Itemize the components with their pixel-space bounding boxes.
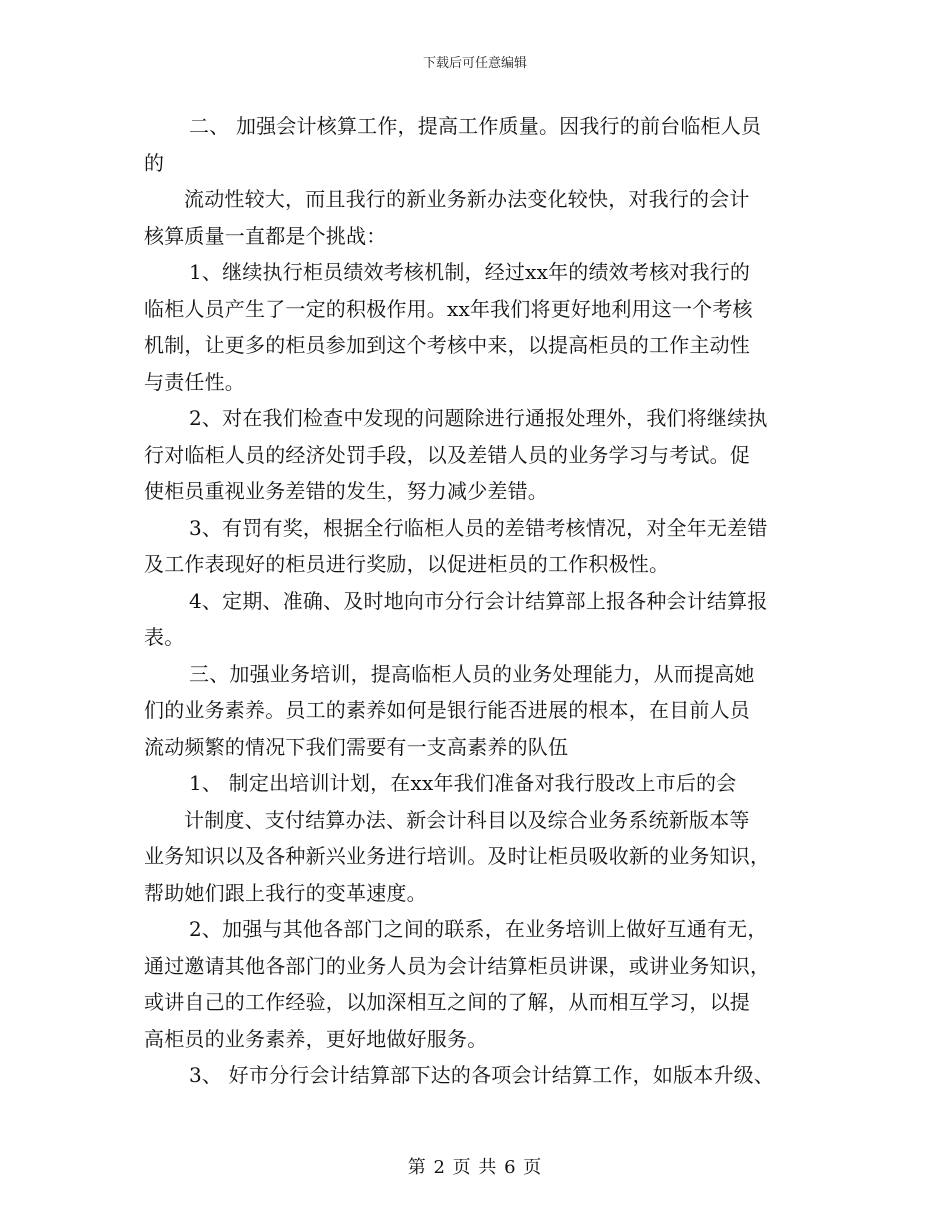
text-line: 3、有罚有奖，根据全行临柜人员的差错考核情况，对全年无差错 [189, 515, 768, 540]
text-line: 们的业务素养。员工的素养如何是银行能否进展的根本，在目前人员 [144, 698, 750, 722]
text-line: 帮助她们跟上我行的变革速度。 [144, 880, 427, 905]
text-line: 核算质量一直都是个挑战： [144, 223, 387, 248]
text-line: 二、 加强会计核算工作，提高工作质量。因我行的前台临柜人员 [189, 114, 762, 138]
text-line: 高柜员的业务素养，更好地做好服务。 [144, 1026, 488, 1051]
text-line: 行对临柜人员的经济处罚手段，以及差错人员的业务学习与考试。促 [144, 442, 750, 467]
text-line: 流动性较大，而且我行的新业务新办法变化较快，对我行的会计 [184, 187, 750, 211]
text-line: 通过邀请其他各部门的业务人员为会计结算柜员讲课，或讲业务知识， [144, 953, 771, 978]
text-line: 与责任性。 [144, 369, 245, 394]
text-line: 业务知识以及各种新兴业务进行培训。及时让柜员吸收新的业务知识， [144, 844, 771, 868]
text-line: 三、加强业务培训，提高临柜人员的业务处理能力，从而提高她 [189, 661, 755, 686]
text-line: 1、继续执行柜员绩效考核机制，经过xx年的绩效考核对我行的 [189, 260, 751, 284]
text-line: 机制，让更多的柜员参加到这个考核中来，以提高柜员的工作主动性 [144, 333, 750, 357]
text-line: 1、 制定出培训计划，在xx年我们准备对我行股改上市后的会 [189, 771, 737, 795]
text-line: 或讲自己的工作经验，以加深相互之间的了解，从而相互学习，以提 [144, 990, 750, 1014]
text-line: 的 [144, 150, 165, 175]
text-line: 及工作表现好的柜员进行奖励，以促进柜员的工作积极性。 [144, 552, 670, 576]
text-line: 2、对在我们检查中发现的问题除进行通报处理外，我们将继续执 [189, 406, 768, 430]
text-line: 4、定期、准确、及时地向市分行会计结算部上报各种会计结算报 [189, 588, 768, 613]
page-footer: 第 2 页 共 6 页 [407, 1157, 543, 1178]
text-line: 流动频繁的情况下我们需要有一支高素养的队伍 [144, 734, 569, 759]
text-line: 2、加强与其他各部门之间的联系，在业务培训上做好互通有无， [189, 917, 768, 941]
page-header: 下载后可任意编辑 [422, 56, 527, 71]
text-line: 临柜人员产生了一定的积极作用。xx年我们将更好地利用这一个考核 [144, 296, 753, 321]
document-body [144, 108, 814, 1094]
text-line: 3、 好市分行会计结算部下达的各项会计结算工作，如版本升级、 [189, 1063, 775, 1087]
text-line: 计制度、支付结算办法、新会计科目以及综合业务系统新版本等 [184, 807, 750, 832]
text-line: 表。 [144, 625, 185, 649]
text-line: 使柜员重视业务差错的发生，努力减少差错。 [144, 479, 548, 503]
